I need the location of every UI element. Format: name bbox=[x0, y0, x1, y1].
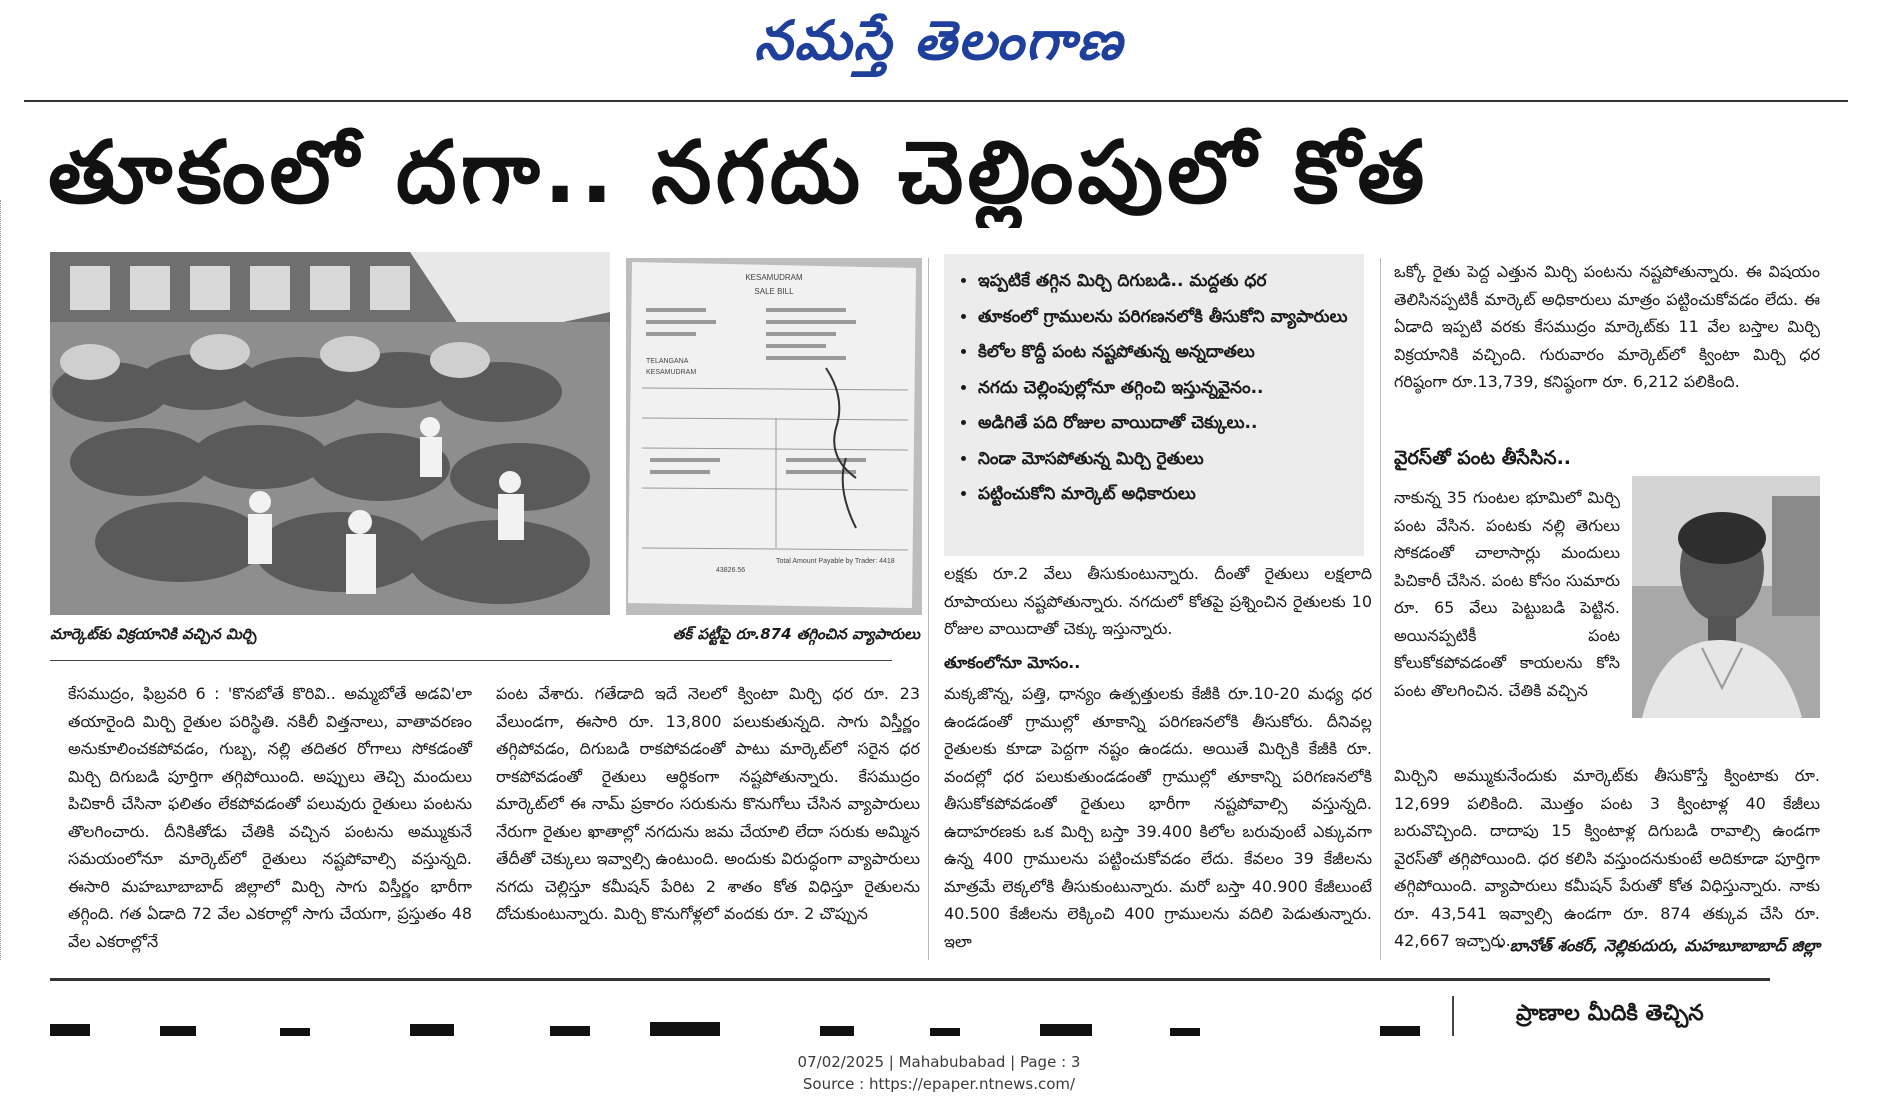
caption-divider bbox=[50, 660, 892, 661]
photo-caption-left: మార్కెట్‌కు విక్రయానికి వచ్చిన మిర్చి bbox=[50, 625, 257, 643]
footer-source-link[interactable]: Source : https://epaper.ntnews.com/ bbox=[802, 1075, 1076, 1093]
sale-bill-drawing bbox=[626, 258, 922, 615]
article-paragraph: మక్కజొన్న, పత్తి, ధాన్యం ఉత్పత్తులకు కేజీకి రూ.10-20 మధ్య ధర ఉండడంతో గ్రాముల్లో తూకాన్ని పరిగణనలోకి తీసుకోరు. దీనివల్ల రైతులకు కూడా పెద్దగా నష్టం ఉండదు. అయితే మిర్చికి కేజీకి రూ. వందల్లో ధర పలుకుతుండడంతో గ్రాముల్లో తూకాన్ని పరిగణనలోకి తీసుకోకపోవడంతో రైతులు భారీగా నష్టపోవాల్సి వస్తున్నది. ఉదాహరణకు ఒక మిర్చి బస్తా 39.400 కిలోల బరువుంటే ఎక్కువగా ఉన్న 400 గ్రాములను పట్టించుకోవడం లేదు. కేవలం 39 కేజీలను మాత్రమే లెక్కలోకి తీసుకుంటున్నారు. మరో బస్తా 40.900 కేజీలుంటే 40.500 కేజీలను లెక్కించి 400 గ్రాములను వదిలి పెడుతున్నారు. ఇలా bbox=[944, 684, 1372, 951]
footer-date-page: 07/02/2025 | Mahabubabad | Page : 3 bbox=[797, 1053, 1081, 1071]
highlight-item: • నగదు చెల్లింపుల్లోనూ తగ్గించి ఇస్తున్నవైనం.. bbox=[978, 371, 1352, 407]
article-paragraph: లక్షకు రూ.2 వేలు తీసుకుంటున్నారు. దీంతో రైతులు లక్షలాది రూపాయలు నష్టపోతున్నారు. నగదులో కోతపై ప్రశ్నించిన రైతులకు 10 రోజుల వాయిదాతో చెక్కు ఇస్తున్నారు. bbox=[944, 564, 1372, 638]
article-paragraph: కేసముద్రం, ఫిబ్రవరి 6 : 'కొనబోతే కొరివి.. అమ్మబోతే అడవి'లా తయారైంది మిర్చి రైతుల పరిస్థితి. నకిలీ విత్తనాలు, వాతావరణం అనుకూలించకపోవడం, గుబ్బ, నల్లి తదితర రోగాలు సోకడంతో మిర్చి దిగుబడి పూర్తిగా తగ్గిపోయింది. అప్పులు తెచ్చి మందులు పిచికారీ చేసినా ఫలితం లేకపోవడంతో పలువురు రైతులు పంటను తొలగించారు. దీనికితోడు చేతికి వచ్చిన పంటను అమ్ముకునే సమయంలోనూ మార్కెట్‌లో రైతులు నష్టపోవాల్సి వస్తున్నది. ఈసారి మహబూబాబాద్ జిల్లాలో మిర్చి సాగు విస్తీర్ణం భారీగా తగ్గింది. గత ఏడాది 72 వేల ఎకరాల్లో సాగు చేయగా, ప్రస్తుతం 48 వేల ఎకరాల్లోనే bbox=[68, 684, 472, 951]
next-story-headline: ప్రాణాల మీదికి తెచ్చిన bbox=[1516, 1001, 1704, 1026]
article-paragraph: నాకున్న 35 గుంటల భూమిలో మిర్చి పంట వేసిన. పంటకు నల్లి తెగులు సోకడంతో చాలాసార్లు మందులు పిచికారీ చేసిన. పంట కోసం సుమారు రూ. 65 వేలు పెట్టుబడి పెట్టిన. అయినప్పటికీ పంట కోలుకోకపోవడంతో కాయలను కోసి పంట తొలగించిన. చేతికి వచ్చిన bbox=[1394, 488, 1620, 700]
column-divider bbox=[928, 258, 929, 960]
bottom-column-divider bbox=[1452, 996, 1454, 1036]
farmer-byline: - బానోత్ శంకర్, నెల్లికుదురు, మహబూబాబాద్ జిల్లా bbox=[1497, 936, 1820, 955]
highlight-item: • కిలోల కొద్దీ పంట నష్టపోతున్న అన్నదాతలు bbox=[978, 335, 1352, 371]
highlights-box bbox=[944, 254, 1364, 556]
farmer-portrait-drawing bbox=[1632, 476, 1820, 718]
next-headline-cutoff bbox=[50, 1020, 1450, 1036]
article-paragraph: మిర్చిని అమ్ముకునేందుకు మార్కెట్‌కు తీసుకొస్తే క్వింటాకు రూ. 12,699 పలికింది. మొత్తం పంట 3 క్వింటాళ్ల 40 కేజీలు బరువొచ్చింది. దాదాపు 15 క్వింటాళ్ల దిగుబడి రావాల్సి ఉండగా వైరస్‌తో తగ్గిపోయింది. ధర కలిసి వస్తుందనుకుంటే అదికూడా పూర్తిగా తగ్గిపోయింది. వ్యాపారులు కమీషన్ పేరుతో కోత విధిస్తున్నారు. నాకు రూ. 43,541 ఇవ్వాల్సి ఉండగా రూ. 874 తక్కువ చేసి రూ. 42,667 ఇచ్చారు. bbox=[1394, 766, 1820, 950]
article-column-4-wrap bbox=[1394, 484, 1620, 704]
margin-dotted-line bbox=[0, 200, 5, 960]
article-column-4-bottom bbox=[1394, 762, 1820, 955]
bill-district-text: KESAMUDRAM bbox=[646, 369, 697, 376]
bill-state-text: TELANGANA bbox=[646, 358, 689, 365]
highlight-item: • తూకంలో గ్రాములను పరిగణనలోకి తీసుకోని వ్యాపారులు bbox=[978, 300, 1352, 336]
bottom-divider bbox=[50, 978, 1770, 981]
article-column-4-top bbox=[1394, 258, 1820, 396]
newspaper-masthead: నమస్తే తెలంగాణ bbox=[754, 8, 1124, 72]
market-chilli-photo bbox=[50, 252, 610, 615]
article-paragraph: ఒక్కో రైతు పెద్ద ఎత్తున మిర్చి పంటను నష్టపోతున్నారు. ఈ విషయం తెలిసినప్పటికీ మార్కెట్ అధికారులు మాత్రం పట్టించుకోవడం లేదు. ఈ ఏడాది ఇప్పటి వరకు కేసముద్రం మార్కెట్‌కు 11 వేల బస్తాల మిర్చి విక్రయానికి వచ్చింది. గురువారం మార్కెట్‌లో క్వింటా మిర్చి ధర గరిష్ఠంగా రూ.13,739, కనిష్ఠంగా రూ. 6,212 పలికింది. bbox=[1394, 262, 1820, 391]
subheading-weighing-fraud: తూకంలోనూ మోసం.. bbox=[944, 653, 1081, 672]
bill-header-text: KESAMUDRAM bbox=[745, 273, 803, 282]
article-column-1 bbox=[68, 680, 472, 955]
highlight-item: • అడిగితే పది రోజుల వాయిదాతో చెక్కులు.. bbox=[978, 406, 1352, 442]
masthead-divider bbox=[24, 100, 1848, 102]
article-column-2 bbox=[496, 680, 920, 928]
article-headline: తూకంలో దగా.. నగదు చెల్లింపులో కోత bbox=[48, 123, 1429, 223]
article-column-3 bbox=[944, 680, 1372, 955]
bill-footer-text: Total Amount Payable by Trader: 4418 bbox=[776, 558, 895, 565]
bill-amount-text: 43826.56 bbox=[716, 567, 746, 574]
sale-bill-photo bbox=[626, 258, 922, 615]
cutoff-glyph-tops bbox=[50, 1020, 1450, 1036]
highlight-item: • ఇప్పటికే తగ్గిన మిర్చి దిగుబడి.. మద్దతు ధర bbox=[978, 264, 1352, 300]
article-paragraph: పంట వేశారు. గతేడాది ఇదే నెలలో క్వింటా మిర్చి ధర రూ. 23 వేలుండగా, ఈసారి రూ. 13,800 పలుకుతున్నది. సాగు విస్తీర్ణం తగ్గిపోవడం, దిగుబడి రాకపోవడంతో పాటు మార్కెట్‌లో సరైన ధర రాకపోవడంతో రైతులు ఆర్థికంగా నష్టపోతున్నారు. కేసముద్రం మార్కెట్‌లో ఈ నామ్ ప్రకారం సరుకును కొనుగోలు చేసిన వ్యాపారులు నేరుగా రైతుల ఖాతాల్లో నగదును జమ చేయాలి లేదా సరుకు అమ్మిన తేదీతో చెక్కులు ఇవ్వాల్సి ఉంటుంది. అందుకు విరుద్ధంగా వ్యాపారులు నగదు చెల్లిస్తూ కమీషన్ పేరిట 2 శాతం కోత విధిస్తూ రైతులను దోచుకుంటున్నారు. మిర్చి కొనుగోళ్లలో వందకు రూ. 2 చొప్పున bbox=[496, 684, 920, 923]
farmer-portrait-photo bbox=[1632, 476, 1820, 718]
bill-doc-type-text: SALE BILL bbox=[754, 287, 794, 296]
photo-caption-right: తక్ పట్టీపై రూ.874 తగ్గించిన వ్యాపారులు bbox=[672, 625, 920, 643]
column-divider bbox=[1380, 258, 1381, 960]
market-photo-drawing bbox=[50, 252, 610, 615]
highlight-item: • పట్టించుకోని మార్కెట్ అధికారులు bbox=[978, 477, 1352, 513]
highlight-item: • నిండా మోసపోతున్న మిర్చి రైతులు bbox=[978, 442, 1352, 478]
subheading-virus: వైరస్‌తో పంట తీసేసిన.. bbox=[1394, 447, 1572, 469]
article-column-3-top bbox=[944, 560, 1372, 643]
highlights-list bbox=[956, 264, 1352, 513]
